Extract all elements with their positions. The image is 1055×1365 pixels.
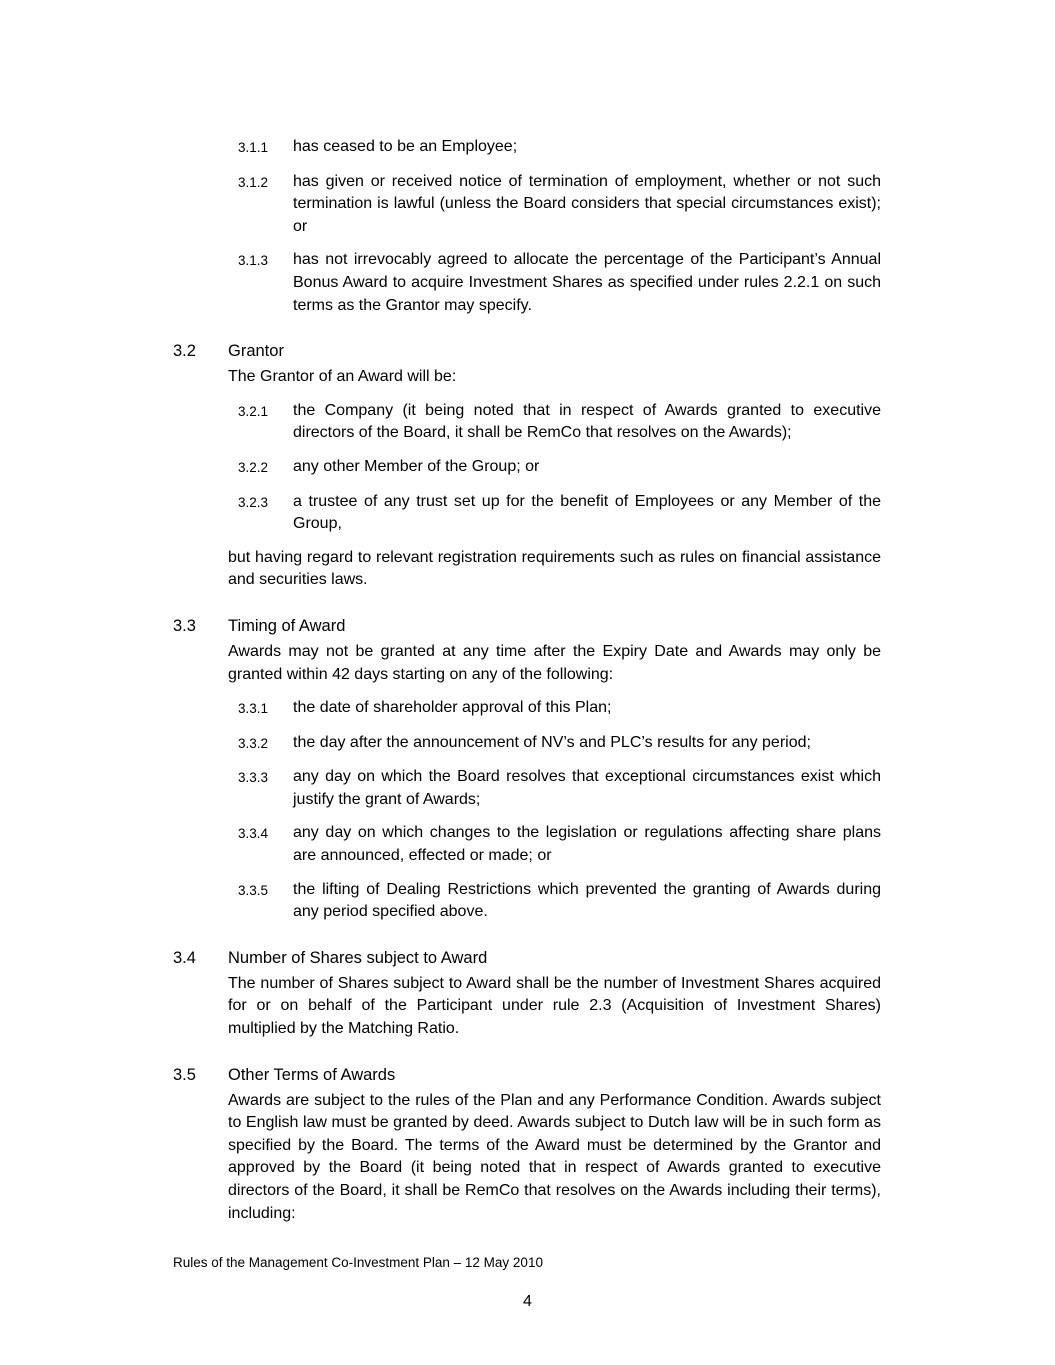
section-title: Grantor	[228, 342, 284, 361]
clause-3-3-1	[238, 697, 881, 721]
section-3-2-closing: but having regard to relevant registration requirements such as rules on financial assistance and securities laws.	[228, 548, 881, 589]
clause-text: the Company (it being noted that in respect of Awards granted to executive directors of the Board, it shall be RemCo that resolves on the Awards);	[293, 401, 881, 442]
clause-number: 3.3.2	[238, 735, 269, 751]
clause-3-3-2	[238, 732, 881, 756]
page-content	[173, 136, 881, 1236]
clause-text: the day after the announcement of NV’s and PLC’s results for any period;	[293, 733, 811, 751]
section-number: 3.5	[173, 1065, 196, 1084]
section-3-4-body: The number of Shares subject to Award shall be the number of Investment Shares acquired for or on behalf of the Participant under rule 2.3 (Acquisition of Investment Shares) multiplied by the Matching Ratio.	[228, 974, 881, 1038]
section-title: Number of Shares subject to Award	[228, 948, 488, 967]
clause-3-2-2	[238, 456, 881, 480]
page-footer: Rules of the Management Co-Investment Plan – 12 May 2010	[173, 1255, 543, 1270]
clause-number: 3.2.2	[238, 459, 269, 475]
clause-text: the lifting of Dealing Restrictions which prevented the granting of Awards during any period specified above.	[293, 880, 881, 921]
clause-number: 3.1.2	[238, 174, 269, 190]
clause-text: has given or received notice of termination of employment, whether or not such termination is lawful (unless the Board considers that special circumstances exist); or	[293, 172, 881, 235]
clause-number: 3.2.1	[238, 403, 269, 419]
clause-3-3-5	[238, 879, 881, 924]
clause-number: 3.3.5	[238, 882, 269, 898]
section-title: Timing of Award	[228, 616, 346, 635]
clause-number: 3.1.1	[238, 140, 269, 155]
section-number: 3.3	[173, 616, 196, 635]
clause-text: any day on which the Board resolves that exceptional circumstances exist which justify the grant of Awards;	[293, 768, 881, 808]
section-3-3-heading	[173, 614, 881, 638]
clause-number: 3.3.3	[238, 770, 269, 786]
clause-number: 3.3.4	[238, 826, 269, 842]
section-3-2-heading	[173, 339, 881, 363]
clause-text: has not irrevocably agreed to allocate the percentage of the Participant’s Annual Bonus Award to acquire Investment Shares as specified under rules 2.2.1 on such terms as the Grantor may specify.	[293, 251, 881, 314]
section-3-2-intro: The Grantor of an Award will be:	[228, 368, 457, 386]
clause-text: any day on which changes to the legislation or regulations affecting share plans are announced, effected or made; or	[293, 824, 881, 865]
clause-number: 3.2.3	[238, 494, 269, 510]
clause-3-3-4	[238, 822, 881, 867]
clause-3-3-3	[238, 766, 881, 811]
section-3-5-heading	[173, 1063, 881, 1087]
clause-text: a trustee of any trust set up for the benefit of Employees or any Member of the Group,	[293, 492, 881, 533]
clause-3-1-2	[238, 171, 881, 239]
section-3-5-body: Awards are subject to the rules of the Plan and any Performance Condition. Awards subject to English law must be granted by deed. Awards subject to Dutch law will be in such form as specified by the Board. The terms of the Award must be determined by the Grantor and approved by the Board (it being noted that in respect of Awards granted to executive directors of the Board, it shall be RemCo that resolves on the Awards including their terms), including:	[228, 1091, 881, 1222]
section-3-4-heading	[173, 946, 881, 970]
section-number: 3.4	[173, 948, 196, 967]
clause-number: 3.3.1	[238, 701, 269, 717]
clause-text: the date of shareholder approval of this Plan;	[293, 699, 612, 717]
clause-text: has ceased to be an Employee;	[293, 138, 518, 155]
section-3-3-intro: Awards may not be granted at any time after the Expiry Date and Awards may only be granted within 42 days starting on any of the following:	[228, 642, 881, 683]
clause-text: any other Member of the Group; or	[293, 457, 540, 475]
clause-3-2-1	[238, 400, 881, 445]
clause-3-1-3	[238, 249, 881, 317]
page-number: 4	[523, 1293, 532, 1310]
section-number: 3.2	[173, 342, 196, 361]
clause-3-1-1	[238, 136, 881, 160]
section-title: Other Terms of Awards	[228, 1065, 396, 1084]
clause-number: 3.1.3	[238, 253, 269, 269]
clause-3-2-3	[238, 491, 881, 536]
